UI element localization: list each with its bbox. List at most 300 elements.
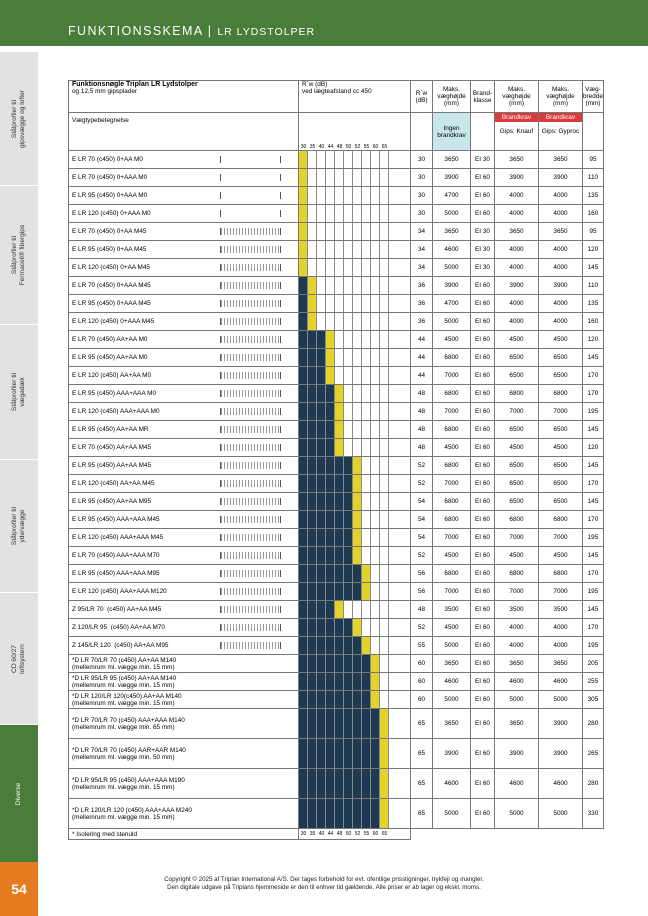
rw-bar-cell: [371, 313, 380, 330]
rw-bar-cell: [308, 223, 317, 240]
height-gyproc: 3650: [539, 223, 583, 241]
rw-bar: [299, 223, 411, 241]
rw-bar-cell: [371, 583, 380, 600]
rw-bar-cell: [317, 673, 326, 690]
rw-bar-cell: [308, 601, 317, 618]
wall-type-name: E LR 95 (c450) 0+AAA M45: [69, 295, 204, 313]
rw-bar: [299, 547, 411, 565]
wall-type-name: E LR 95 (c450) AA+AA MR: [69, 421, 204, 439]
wall-width: 195: [583, 583, 604, 601]
rw-bar-cell: [380, 313, 389, 330]
wall-type-name: E LR 70 (c450) 0+AAA M0: [69, 169, 204, 187]
rw-bar-cell: [344, 421, 353, 438]
table-row: [69, 547, 604, 565]
rw-bar-cell: [326, 565, 335, 582]
rw-bar-cell: [362, 169, 371, 186]
rw-bar-cell: [344, 601, 353, 618]
no-fire-label: Ingen brandkrav: [433, 113, 471, 151]
rw-value: 30: [411, 169, 433, 187]
rw-bar-cell: [371, 421, 380, 438]
wall-width: 170: [583, 511, 604, 529]
profile-icon: [204, 205, 299, 223]
sidebar-tab-gipsvaegge[interactable]: Stålprofiler til gipsvægge og lofter: [0, 52, 38, 186]
rw-bar-cell: [308, 295, 317, 312]
stud-profile-icon: [220, 174, 281, 181]
rw-bar-cell: [371, 403, 380, 420]
rw-bar: [299, 313, 411, 331]
wall-width: 280: [583, 709, 604, 739]
rw-bar-cell: [335, 493, 344, 510]
wall-type-name: *D LR 70/LR 70 (c450) AAA+AAA M140 (mellemrum ml. vægge min. 65 mm): [69, 709, 204, 739]
rw-bar-cell: [362, 493, 371, 510]
rw-bar-cell: [326, 187, 335, 204]
rw-value: 55: [411, 637, 433, 655]
rw-bar-cell: [299, 709, 308, 738]
profile-icon: [204, 187, 299, 205]
wall-type-name: E LR 70 (c450) 0+AA M45: [69, 223, 204, 241]
fire-class: EI 60: [471, 169, 495, 187]
rw-bar-cell: [353, 709, 362, 738]
sidebar-tab-ydervaegge[interactable]: Stålprofiler til ydervægge: [0, 460, 38, 593]
rw-bar-cell: [335, 673, 344, 690]
rw-value: 56: [411, 565, 433, 583]
rw-bar-cell: [335, 241, 344, 258]
profile-icon: [204, 601, 299, 619]
rw-bar-cell: [362, 367, 371, 384]
rw-bar-cell: [344, 313, 353, 330]
fire-req-label-1: Brandkrav: [495, 113, 538, 122]
rw-bar-cell: [335, 583, 344, 600]
height-gyproc: 7000: [539, 583, 583, 601]
rw-bar: [299, 205, 411, 223]
wall-width: 195: [583, 637, 604, 655]
rw-bar-cell: [299, 259, 308, 276]
height-no-fire: 7000: [433, 583, 471, 601]
height-no-fire: 5000: [433, 691, 471, 709]
rw-bar-cell: [317, 205, 326, 222]
rw-bar-cell: [353, 739, 362, 768]
profile-icon: [204, 169, 299, 187]
rw-bar-cell: [326, 259, 335, 276]
rw-bar-cell: [353, 619, 362, 636]
table-row: [69, 673, 604, 691]
height-no-fire: 3900: [433, 739, 471, 769]
height-no-fire: 3650: [433, 223, 471, 241]
rw-bar-cell: [371, 709, 380, 738]
rw-bar-cell: [380, 367, 389, 384]
fire-class: EI 60: [471, 601, 495, 619]
stud-profile-icon: [220, 228, 281, 235]
rw-bar-cell: [335, 223, 344, 240]
rw-bar-cell: [308, 637, 317, 654]
height-no-fire: 4500: [433, 547, 471, 565]
rw-bar-cell: [326, 547, 335, 564]
rw-bar-cell: [380, 457, 389, 474]
rw-bar-cell: [299, 205, 308, 222]
rw-bar-cell: [371, 655, 380, 672]
rw-value: 36: [411, 295, 433, 313]
rw-bar-cell: [344, 511, 353, 528]
fire-class: EI 60: [471, 187, 495, 205]
rw-bar-cell: [380, 277, 389, 294]
rw-bar-cell: [380, 529, 389, 546]
wall-type-name: Z 145/LR 120 (c450) AA+AA M95: [69, 637, 204, 655]
rw-value: 36: [411, 277, 433, 295]
rw-bar: [299, 601, 411, 619]
rw-bar-cell: [380, 709, 389, 738]
height-gyproc: 4500: [539, 547, 583, 565]
table-title-cell: [69, 81, 299, 113]
height-gyproc: 4600: [539, 673, 583, 691]
rw-tick-label: 65: [381, 831, 388, 837]
rw-bar-cell: [335, 475, 344, 492]
table-row: [69, 385, 604, 403]
rw-bar-cell: [335, 655, 344, 672]
height-gyproc: 4000: [539, 619, 583, 637]
height-no-fire: 5000: [433, 259, 471, 277]
sidebar-tab-fermacell[interactable]: Stålprofiler til Fermacell® fibergips: [0, 186, 38, 325]
height-gyproc: 3500: [539, 601, 583, 619]
fire-class: EI 60: [471, 205, 495, 223]
fire-class: EI 30: [471, 241, 495, 259]
rw-bar-cell: [362, 205, 371, 222]
page-number: 54: [0, 862, 38, 916]
rw-value: 65: [411, 709, 433, 739]
wall-type-name: E LR 95 (c450) AA+AA M45: [69, 457, 204, 475]
height-knauf: 6500: [495, 349, 539, 367]
rw-bar-cell: [299, 331, 308, 348]
rw-bar-cell: [308, 691, 317, 708]
rw-value: 44: [411, 331, 433, 349]
rw-bar: [299, 475, 411, 493]
rw-bar-cell: [335, 601, 344, 618]
fire-class: EI 60: [471, 691, 495, 709]
rw-value: 48: [411, 601, 433, 619]
height-gyproc: 4000: [539, 295, 583, 313]
rw-bar-cell: [344, 565, 353, 582]
height-knauf: 6500: [495, 475, 539, 493]
rw-value: 48: [411, 439, 433, 457]
table-row: [69, 475, 604, 493]
wall-width: 110: [583, 169, 604, 187]
rw-bar-cell: [335, 205, 344, 222]
rw-bar-cell: [317, 619, 326, 636]
rw-value: 48: [411, 403, 433, 421]
rw-bar: [299, 583, 411, 601]
rw-value: 54: [411, 493, 433, 511]
rw-bar-cell: [353, 511, 362, 528]
fire-class: EI 60: [471, 547, 495, 565]
height-knauf: 3900: [495, 169, 539, 187]
rw-bar-cell: [344, 457, 353, 474]
rw-value: 54: [411, 529, 433, 547]
rw-bar-cell: [362, 691, 371, 708]
profile-icon: [204, 331, 299, 349]
height-knauf: 6500: [495, 457, 539, 475]
wall-type-name: *D LR 70/LR 70 (c450) AAR+AAR M140 (mellemrum ml. vægge min. 50 mm): [69, 739, 204, 769]
rw-bar-cell: [344, 655, 353, 672]
rw-bar-cell: [299, 583, 308, 600]
rw-bar-cell: [344, 673, 353, 690]
rw-tick-label: 60: [372, 144, 379, 150]
rw-bar-cell: [317, 403, 326, 420]
rw-bar-cell: [299, 637, 308, 654]
rw-bar-cell: [299, 385, 308, 402]
rw-bar-cell: [335, 769, 344, 798]
rw-bar-cell: [371, 187, 380, 204]
profile-icon: [204, 241, 299, 259]
height-gyproc: 3900: [539, 739, 583, 769]
wall-type-name: E LR 95 (c450) AAA+AAA M45: [69, 511, 204, 529]
rw-bar-cell: [299, 457, 308, 474]
rw-bar-cell: [344, 739, 353, 768]
rw-bar-cell: [308, 769, 317, 798]
height-gyproc: 4500: [539, 331, 583, 349]
rw-bar-cell: [344, 547, 353, 564]
profile-icon: [204, 709, 299, 739]
table-row: [69, 367, 604, 385]
page-header: [0, 0, 648, 46]
fire-class: EI 60: [471, 583, 495, 601]
rw-bar-cell: [353, 151, 362, 168]
wall-width: 120: [583, 241, 604, 259]
profile-icon: [204, 493, 299, 511]
rw-bar: [299, 637, 411, 655]
rw-bar-cell: [335, 709, 344, 738]
wall-width: 110: [583, 277, 604, 295]
rw-bar-cell: [353, 475, 362, 492]
rw-bar-cell: [326, 799, 335, 828]
gyproc-cell: [539, 113, 583, 151]
rw-bar: [299, 655, 411, 673]
rw-bar-cell: [335, 259, 344, 276]
col-height1: Maks. væghøjde (mm): [433, 81, 471, 113]
height-gyproc: 6500: [539, 475, 583, 493]
rw-bar-cell: [335, 277, 344, 294]
stud-profile-icon: [220, 588, 281, 595]
wall-width: 170: [583, 385, 604, 403]
height-gyproc: 4000: [539, 313, 583, 331]
rw-bar-cell: [362, 529, 371, 546]
height-gyproc: 6500: [539, 457, 583, 475]
height-knauf: 6500: [495, 367, 539, 385]
sidebar-tab-loftsystem[interactable]: CD 60/27 loftsystem: [0, 593, 38, 725]
wall-width: 145: [583, 349, 604, 367]
wall-width: 145: [583, 601, 604, 619]
rw-bar-cell: [326, 331, 335, 348]
wall-type-name: Z 95/LR 70 (c450) AA+AA M45: [69, 601, 204, 619]
rw-bar-cell: [308, 151, 317, 168]
wall-type-name: E LR 120 (c450) AAA+AAA M0: [69, 403, 204, 421]
rw-bar-cell: [371, 331, 380, 348]
rw-bar-cell: [362, 313, 371, 330]
rw-bar-cell: [353, 691, 362, 708]
rw-bar-cell: [344, 403, 353, 420]
rw-bar-cell: [308, 313, 317, 330]
gyproc-label: Gips: Gyproc: [541, 128, 580, 135]
rw-bar-cell: [326, 367, 335, 384]
rw-tick-label: 44: [327, 831, 334, 837]
rw-bar-cell: [362, 475, 371, 492]
rw-bar-cell: [362, 439, 371, 456]
rw-bar-cell: [380, 259, 389, 276]
stud-profile-icon: [220, 192, 281, 199]
rw-bar-cell: [326, 709, 335, 738]
rw-bar: [299, 187, 411, 205]
rw-bar-cell: [344, 205, 353, 222]
rw-bar-cell: [335, 439, 344, 456]
stud-profile-icon: [220, 534, 281, 541]
rw-bar-cell: [335, 691, 344, 708]
height-no-fire: 4600: [433, 673, 471, 691]
height-no-fire: 3500: [433, 601, 471, 619]
height-knauf: 3650: [495, 709, 539, 739]
profile-icon: [204, 769, 299, 799]
rw-bar-cell: [308, 439, 317, 456]
profile-icon: [204, 565, 299, 583]
height-gyproc: 6800: [539, 565, 583, 583]
wall-width: 145: [583, 457, 604, 475]
rw-bar-cell: [335, 169, 344, 186]
rw-bar-cell: [380, 205, 389, 222]
profile-icon: [204, 475, 299, 493]
height-gyproc: 4000: [539, 637, 583, 655]
table-row: [69, 259, 604, 277]
rw-bar-cell: [335, 349, 344, 366]
rw-bar-cell: [317, 601, 326, 618]
stud-profile-icon: [220, 156, 281, 163]
height-no-fire: 6800: [433, 385, 471, 403]
rw-bar-cell: [299, 187, 308, 204]
rw-bar-cell: [308, 565, 317, 582]
rw-bar-cell: [344, 241, 353, 258]
rw-bar-cell: [326, 421, 335, 438]
rw-bar-cell: [371, 151, 380, 168]
rw-value: 54: [411, 511, 433, 529]
rw-bar-cell: [308, 583, 317, 600]
rw-bar-cell: [317, 349, 326, 366]
height-no-fire: 4700: [433, 187, 471, 205]
rw-bar: [299, 439, 411, 457]
rw-bar-cell: [362, 223, 371, 240]
rw-bar-cell: [317, 241, 326, 258]
rw-bar-cell: [317, 475, 326, 492]
rw-bar: [299, 151, 411, 169]
rw-tick-label: 50: [345, 144, 352, 150]
rw-bar-cell: [380, 223, 389, 240]
stud-profile-icon: [220, 210, 281, 217]
height-knauf: 4000: [495, 187, 539, 205]
height-gyproc: 6500: [539, 349, 583, 367]
height-gyproc: 6500: [539, 367, 583, 385]
wall-type-name: *D LR 70/LR 70 (c450) AA+AA M140 (mellemrum ml. vægge min. 15 mm): [69, 655, 204, 673]
rw-bar-cell: [299, 655, 308, 672]
rw-tick-label: 35: [309, 831, 316, 837]
height-knauf: 3900: [495, 739, 539, 769]
sidebar-tab-diverse[interactable]: Diverse: [0, 725, 38, 863]
rw-bar: [299, 241, 411, 259]
height-no-fire: 5000: [433, 205, 471, 223]
rw-bar: [299, 169, 411, 187]
rw-bar-cell: [371, 547, 380, 564]
stud-profile-icon: [220, 516, 281, 523]
rw-bar-cell: [326, 601, 335, 618]
rw-bar-cell: [353, 349, 362, 366]
rw-bar-cell: [317, 547, 326, 564]
rw-value: 52: [411, 547, 433, 565]
rw-bar-cell: [344, 529, 353, 546]
rw-bar-cell: [299, 439, 308, 456]
rw-bar-cell: [380, 619, 389, 636]
wall-width: 145: [583, 547, 604, 565]
rw-bar-cell: [380, 439, 389, 456]
rw-bar-cell: [362, 421, 371, 438]
height-knauf: 3650: [495, 151, 539, 169]
height-gyproc: 3900: [539, 277, 583, 295]
height-knauf: 3650: [495, 655, 539, 673]
rw-bar-cell: [371, 385, 380, 402]
rw-bar-cell: [371, 493, 380, 510]
height-knauf: 6800: [495, 511, 539, 529]
fire-class: EI 30: [471, 223, 495, 241]
rw-value: 56: [411, 583, 433, 601]
wall-width: 170: [583, 475, 604, 493]
rw-bar-cell: [380, 799, 389, 828]
profile-icon: [204, 313, 299, 331]
rw-bar-cell: [335, 313, 344, 330]
footnote: * Isolering med stenuld: [69, 829, 299, 840]
rw-bar-cell: [326, 655, 335, 672]
rw-tick-label: 40: [318, 831, 325, 837]
height-no-fire: 3650: [433, 655, 471, 673]
rw-bar-cell: [362, 259, 371, 276]
rw-bar-cell: [326, 169, 335, 186]
fire-class: EI 60: [471, 769, 495, 799]
rw-bar-cell: [344, 691, 353, 708]
rw-bar-cell: [371, 169, 380, 186]
height-knauf: 6500: [495, 421, 539, 439]
rw-bar-cell: [371, 739, 380, 768]
height-knauf: 4000: [495, 241, 539, 259]
rw-bar: [299, 385, 411, 403]
wall-type-name: *D LR 120/LR 120(c450) AA+AA M140 (mellemrum ml. vægge min. 15 mm): [69, 691, 204, 709]
height-gyproc: 4000: [539, 205, 583, 223]
wall-width: 170: [583, 619, 604, 637]
rw-bar-cell: [326, 619, 335, 636]
col-rw: R´w (dB): [411, 81, 433, 113]
height-knauf: 4000: [495, 619, 539, 637]
sidebar-tab-vaegadaek[interactable]: Stålprofiler til vægadæk: [0, 325, 38, 460]
rw-bar-cell: [317, 709, 326, 738]
rw-bar-cell: [353, 295, 362, 312]
rw-tick-label: 44: [327, 144, 334, 150]
rw-bar-cell: [371, 295, 380, 312]
rw-bar-cell: [308, 277, 317, 294]
rw-bar-cell: [326, 385, 335, 402]
rw-bar-cell: [299, 295, 308, 312]
wall-width: 145: [583, 259, 604, 277]
rw-bar-cell: [353, 313, 362, 330]
rw-bar-cell: [362, 277, 371, 294]
rw-bar-cell: [362, 295, 371, 312]
height-no-fire: 4700: [433, 295, 471, 313]
height-knauf: 4600: [495, 673, 539, 691]
fire-class: EI 60: [471, 457, 495, 475]
rw-value: 52: [411, 457, 433, 475]
rw-tick-label: 55: [363, 831, 370, 837]
rw-bar-cell: [362, 769, 371, 798]
rw-bar-cell: [380, 241, 389, 258]
